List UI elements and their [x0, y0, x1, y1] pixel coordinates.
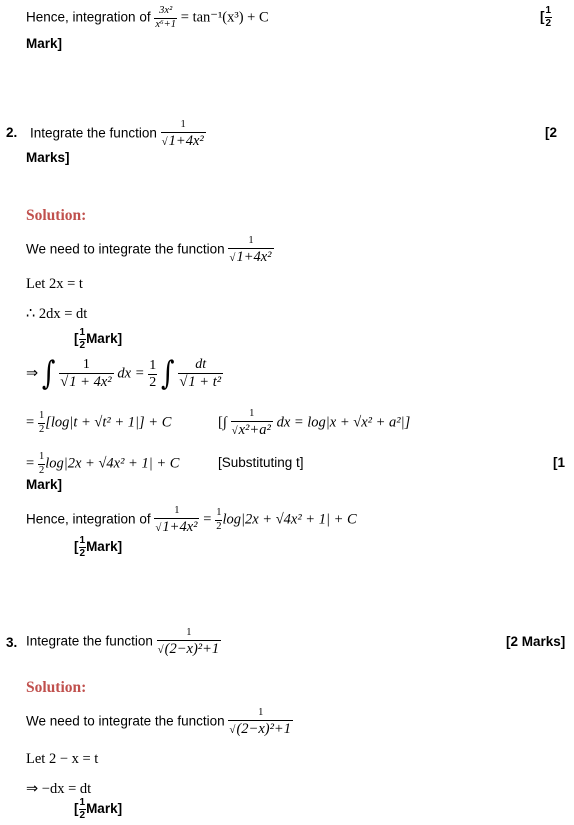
- need-text: We need to integrate the function: [26, 713, 225, 729]
- half-fraction: [79, 798, 87, 821]
- hence-fraction: [154, 506, 199, 534]
- need-text: We need to integrate the function: [26, 241, 225, 257]
- fraction-denominator: √1 + 4x²: [60, 374, 112, 390]
- formula-fraction: [231, 409, 273, 437]
- hence-text: Hence, integration of: [26, 9, 151, 25]
- radicand: 1+4x²: [162, 518, 198, 535]
- formula-result: dx = log|x + √x² + a²|]: [276, 414, 411, 431]
- integral-sign: ∫: [161, 355, 175, 393]
- log-expression: log|2x + √4x² + 1| + C: [45, 455, 180, 472]
- radicand: (2−x)²+1: [236, 720, 291, 737]
- mark-word: Mark]: [86, 331, 123, 347]
- question-3-fraction: [157, 628, 222, 656]
- final-result: log|2x + √4x² + 1| + C: [222, 511, 357, 528]
- half-fraction: [79, 536, 87, 559]
- half-den: 2: [545, 18, 552, 29]
- solution-heading-q2: Solution:: [26, 207, 87, 224]
- fraction-denominator: √1+4x²: [229, 248, 272, 265]
- half-den: 2: [79, 340, 86, 351]
- half-den: 2: [79, 810, 86, 821]
- question-2-fraction: [161, 120, 206, 148]
- mark-one-close: Mark]: [26, 477, 63, 492]
- one-half: [148, 359, 157, 390]
- half-den: 2: [79, 548, 86, 559]
- integral-step-2: [26, 411, 171, 435]
- fraction-denominator: √1+4x²: [155, 518, 198, 535]
- question-text: Integrate the function: [30, 125, 157, 141]
- need-fraction: [228, 708, 293, 736]
- mark-word: Mark]: [86, 801, 123, 817]
- hence-text: Hence, integration of: [26, 511, 151, 527]
- half-mark-q3: [74, 798, 122, 821]
- fraction-denominator: 2: [216, 520, 222, 532]
- integral-sign: ∫: [41, 355, 56, 393]
- fraction-denominator: √1+4x²: [161, 132, 204, 149]
- half-fraction: [545, 6, 553, 29]
- fraction-denominator: √1 + t²: [179, 374, 222, 390]
- need-line-q2: [26, 236, 274, 264]
- fraction-numerator: 1: [248, 235, 254, 246]
- mark-word-top: Mark]: [26, 36, 63, 51]
- solution-heading-q3: Solution:: [26, 679, 87, 696]
- fraction-numerator: 1: [249, 408, 255, 419]
- question-2-marks-open: [2: [545, 125, 558, 140]
- equals-sign: =: [203, 511, 212, 528]
- question-3-text: [26, 628, 221, 656]
- fraction-denominator: 2: [38, 423, 45, 435]
- half-mark-open: [540, 6, 552, 29]
- radicand: x²+a²: [238, 421, 271, 438]
- fraction-numerator: 1: [174, 505, 180, 516]
- bracket: [: [540, 9, 545, 25]
- hence-line-q2: [26, 506, 357, 534]
- fraction-numerator: 1: [38, 410, 45, 421]
- question-2-text: [30, 120, 206, 148]
- formula-open: [∫: [218, 414, 227, 431]
- radicand: 1 + 4x²: [69, 374, 112, 390]
- integrand-lhs: [59, 358, 113, 390]
- log-expression: [log|t + √t² + 1|] + C: [45, 414, 172, 431]
- fraction-denominator: 2: [38, 464, 45, 476]
- radicand: 1 + t²: [188, 374, 222, 390]
- integrand-rhs: [178, 358, 223, 390]
- fraction-numerator: 1: [258, 707, 264, 718]
- step-line-q3: ⇒ −dx = dt: [26, 781, 92, 797]
- let-line-q3: Let 2 − x = t: [26, 751, 99, 767]
- mark-word: Mark]: [86, 539, 123, 555]
- question-3-marks: [2 Marks]: [506, 634, 566, 649]
- half-fraction: [79, 328, 87, 351]
- fraction-denominator: √(2−x)²+1: [229, 720, 291, 737]
- fraction-numerator: 1: [186, 627, 192, 638]
- question-text: Integrate the function: [26, 633, 153, 649]
- therefore-line-q2: ∴ 2dx = dt: [26, 306, 88, 322]
- result-tan-inverse: = tan⁻¹(x³) + C: [180, 9, 269, 26]
- fraction-numerator: 1: [149, 357, 157, 373]
- fraction-numerator: dt: [195, 357, 207, 372]
- half-num: 1: [79, 535, 86, 546]
- standard-formula: [218, 409, 410, 437]
- fraction-denominator: √(2−x)²+1: [157, 640, 220, 657]
- fraction-numerator: 1: [38, 451, 45, 462]
- fraction-denominator: x⁶+1: [155, 18, 177, 30]
- integral-step-1: [26, 355, 223, 393]
- fraction-numerator: 1: [216, 507, 222, 518]
- question-2-marks-close: Marks]: [26, 150, 70, 165]
- bracket: [: [74, 801, 79, 817]
- implies-arrow: ⇒: [26, 365, 39, 382]
- fraction-numerator: 3x²: [159, 5, 173, 16]
- radicand: 1+4x²: [168, 132, 204, 149]
- radicand: 1+4x²: [236, 248, 272, 265]
- half-mark-2-q2: [74, 536, 122, 559]
- fraction-numerator: 1: [82, 357, 90, 372]
- mark-one-open: [1: [553, 455, 566, 470]
- radicand: (2−x)²+1: [164, 640, 220, 657]
- half-mark-1-q2: [74, 328, 122, 351]
- dx-equals: dx =: [117, 365, 145, 382]
- integral-step-3: [26, 452, 179, 476]
- need-fraction: [228, 236, 273, 264]
- bracket: [: [74, 539, 79, 555]
- bracket: [: [74, 331, 79, 347]
- question-3-number: 3.: [6, 635, 18, 650]
- substituting-note: [Substituting t]: [218, 455, 304, 470]
- half-num: 1: [79, 327, 86, 338]
- hence-line-q1: [26, 6, 269, 30]
- half-num: 1: [79, 797, 86, 808]
- equals-sign: =: [26, 455, 35, 472]
- let-line-q2: Let 2x = t: [26, 276, 83, 292]
- fraction-denominator: √x²+a²: [231, 421, 271, 438]
- need-line-q3: [26, 708, 293, 736]
- fraction-3x2-over-x6: [154, 6, 177, 30]
- half-num: 1: [545, 5, 552, 16]
- equals-sign: =: [26, 414, 35, 431]
- question-2-number: 2.: [6, 125, 18, 140]
- fraction-numerator: 1: [180, 119, 186, 130]
- fraction-denominator: 2: [149, 374, 157, 390]
